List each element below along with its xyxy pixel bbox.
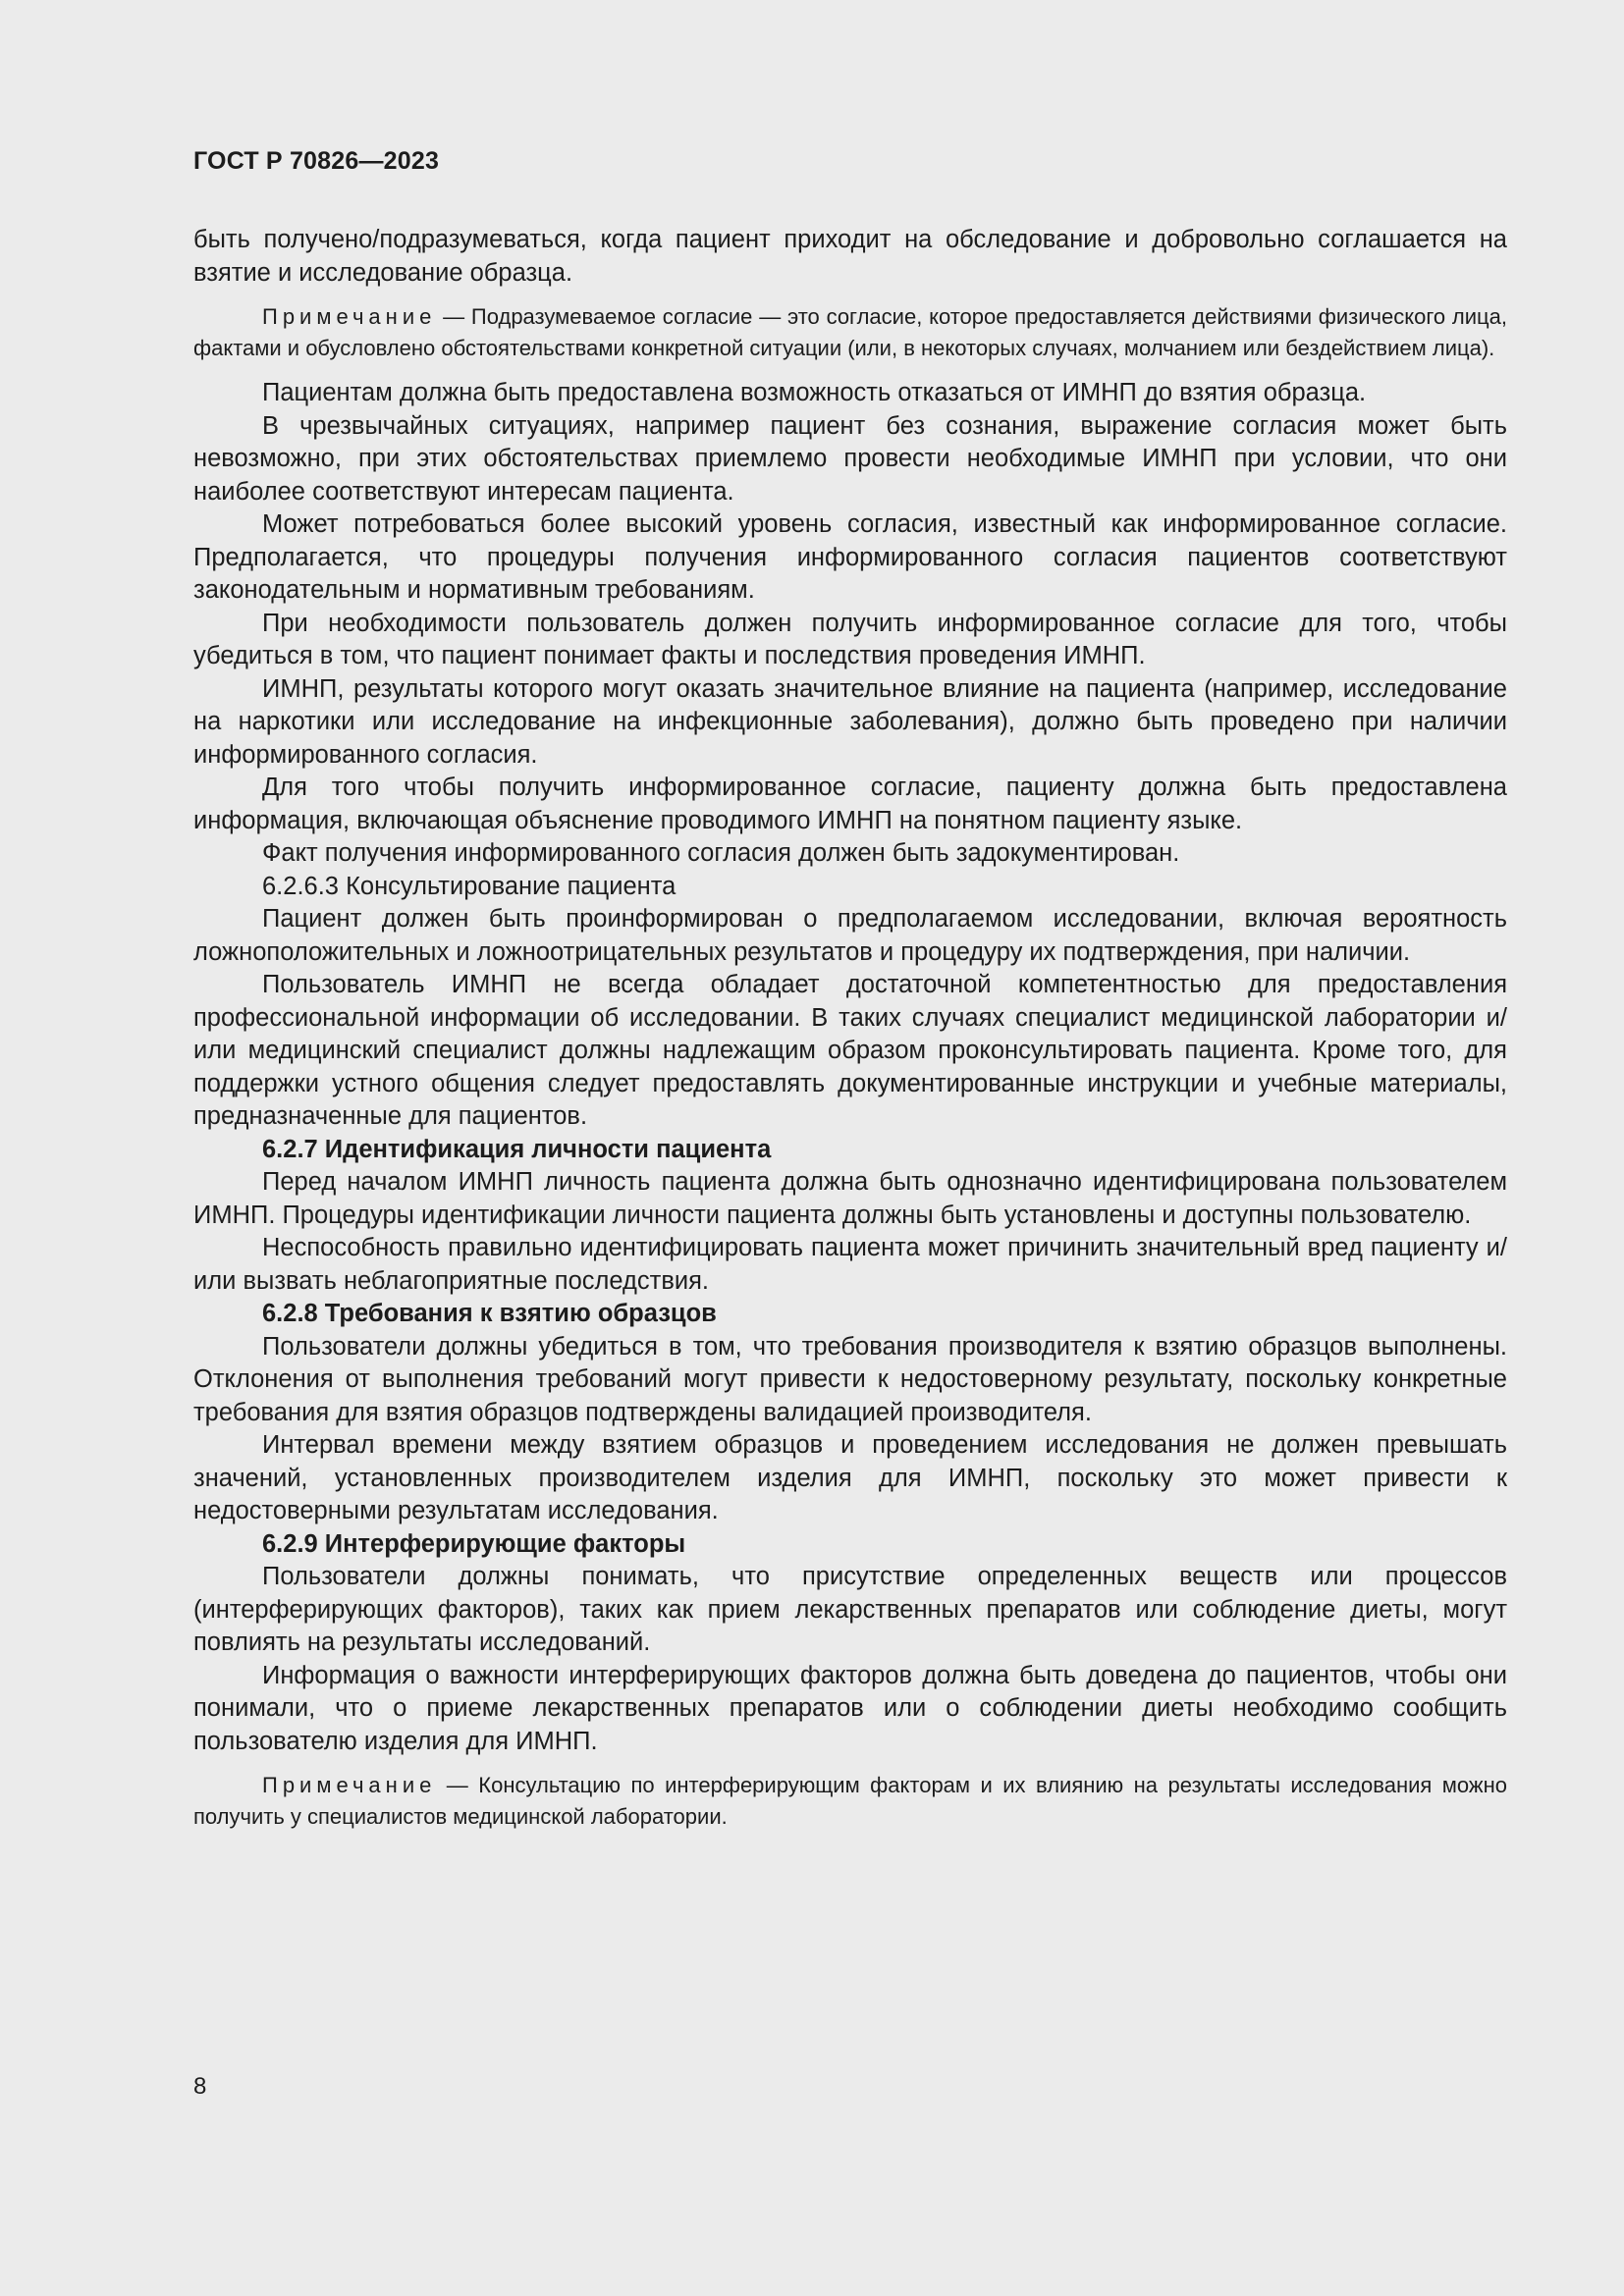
paragraph-user-competence: Пользователь ИМНП не всегда обладает достаточной компетентностью для предоставления профессиональной информации об исследовании. В таких случаях специалист медицинской лаборатории и/или медицинский специалист должны надлежащим образом проконсультировать пациента. Кроме того, для поддержки устного общения следует предоставлять документированные инструкции и учебные материалы, предназначенные для пациентов. xyxy=(193,971,1507,1130)
note-dash: — xyxy=(436,1773,479,1797)
paragraph-consent-documented: Факт получения информированного согласия должен быть задокументирован. xyxy=(262,839,1180,867)
note-text: Консультацию по интерферирующим факторам и их влиянию на результаты исследования можно получить у специалистов медицинской лаборатории. xyxy=(193,1773,1507,1829)
note-label: Примечание xyxy=(262,1773,437,1797)
paragraph-refuse-option: Пациентам должна быть предоставлена возможность отказаться от ИМНП до взятия образца. xyxy=(262,379,1367,406)
paragraph-consent-information: Для того чтобы получить информированное согласие, пациенту должна быть предоставлена информация, включающая объяснение проводимого ИМНП на понятном пациенту языке. xyxy=(193,774,1507,834)
paragraph-emergency: В чрезвычайных ситуациях, например пациент без сознания, выражение согласия может быть невозможно, при этих обстоятельствах приемлемо провести необходимые ИМНП при условии, что они наиболее соответствуют интересам пациента. xyxy=(193,411,1507,506)
note-consultation xyxy=(193,1770,1507,1833)
paragraph-informed-consent-level: Может потребоваться более высокий уровень согласия, известный как информированное согласие. Предполагается, что процедуры получения информированного согласия пациентов соответствуют законодательным и нормативным требованиям. xyxy=(193,510,1507,604)
paragraph-time-interval: Интервал времени между взятием образцов и проведением исследования не должен превышать значений, установленных производителем изделия для ИМНП, поскольку это может привести к недостоверными результатам исследования. xyxy=(193,1431,1507,1524)
paragraph-sampling-requirements: Пользователи должны убедиться в том, что требования производителя к взятию образцов выполнены. Отклонения от выполнения требований могут привести к недостоверному результату, поскольку конкретные требования для взятия образцов подтверждены валидацией производителя. xyxy=(193,1332,1507,1426)
paragraph-identification-failure: Неспособность правильно идентифицировать пациента может причинить значительный вред пациенту и/или вызвать неблагоприятные последствия. xyxy=(193,1234,1507,1295)
section-heading-6-2-8: 6.2.8 Требования к взятию образцов xyxy=(262,1300,717,1327)
note-label: Примечание xyxy=(262,304,437,329)
section-heading-6-2-9: 6.2.9 Интерферирующие факторы xyxy=(262,1529,686,1558)
note-implied-consent xyxy=(193,301,1507,364)
document-body xyxy=(193,224,1507,1845)
note-dash: — xyxy=(436,304,471,329)
paragraph-user-obtain-consent: При необходимости пользователь должен получить информированное согласие для того, чтобы убедиться в том, что пациент понимает факты и последствия проведения ИМНП. xyxy=(193,609,1507,669)
paragraph-interference-information: Информация о важности интерферирующих факторов должна быть доведена до пациентов, чтобы они понимали, что о приеме лекарственных препаратов или о соблюдении диеты необходимо сообщить пользователю изделия для ИМНП. xyxy=(193,1661,1507,1755)
paragraph-continuation: быть получено/подразумеваться, когда пациент приходит на обследование и добровольно соглашается на взятие и исследование образца. xyxy=(193,226,1507,287)
paragraph-patient-informed: Пациент должен быть проинформирован о предполагаемом исследовании, включая вероятность ложноположительных и ложноотрицательных результатов и процедуру их подтверждения, при наличии. xyxy=(193,905,1507,966)
section-heading-6-2-7: 6.2.7 Идентификация личности пациента xyxy=(262,1135,772,1163)
paragraph-significant-impact: ИМНП, результаты которого могут оказать значительное влияние на пациента (например, исследование на наркотики или исследование на инфекционные заболевания), должно быть проведено при наличии информированного согласия. xyxy=(193,674,1507,769)
page-number: 8 xyxy=(193,2073,207,2100)
subsection-heading-6-2-6-3: 6.2.6.3 Консультирование пациента xyxy=(262,872,677,900)
note-text: Подразумеваемое согласие — это согласие, которое предоставляется действиями физического лица, фактами и обусловлено обстоятельствами конкретной ситуации (или, в некоторых случаях, молчанием или бездействием лица). xyxy=(193,304,1507,360)
document-code-header: ГОСТ Р 70826—2023 xyxy=(193,147,440,175)
paragraph-interfering-factors: Пользователи должны понимать, что присутствие определенных веществ или процессов (интерферирующих факторов), таких как прием лекарственных препаратов или соблюдение диеты, могут повлиять на результаты исследований. xyxy=(193,1563,1507,1656)
paragraph-identification: Перед началом ИМНП личность пациента должна быть однозначно идентифицирована пользователем ИМНП. Процедуры идентификации личности пациента должны быть установлены и доступны пользователю. xyxy=(193,1168,1507,1229)
